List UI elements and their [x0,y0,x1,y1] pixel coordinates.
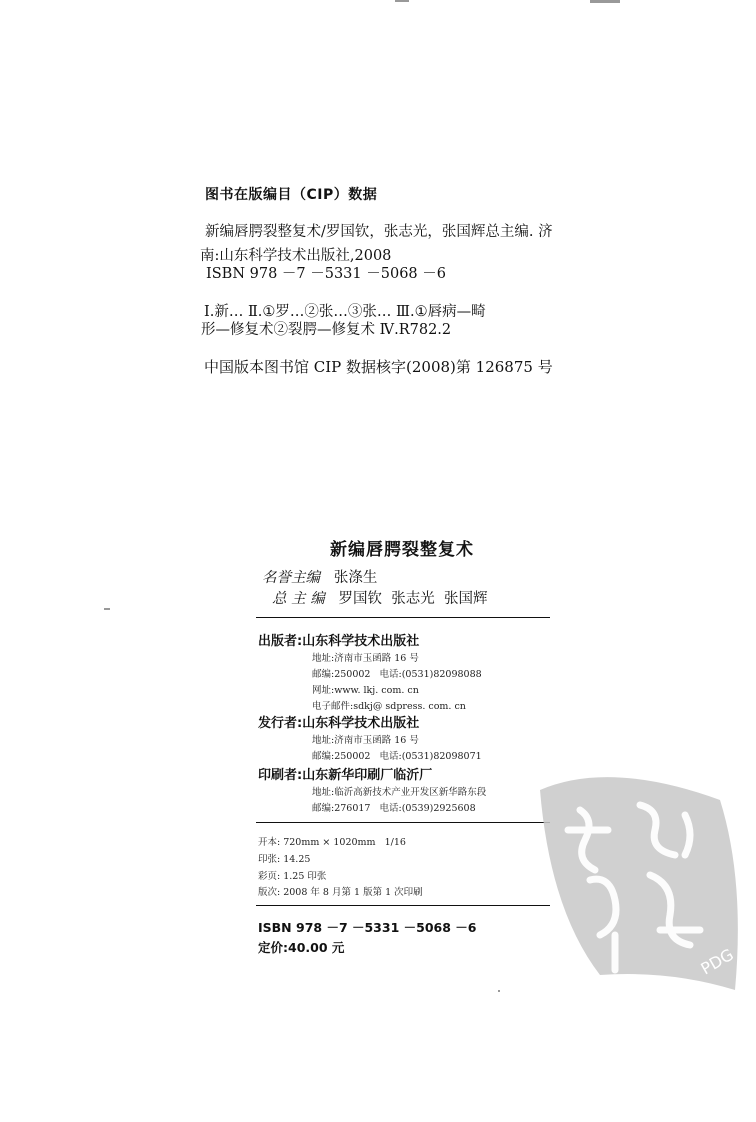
cip-entry-line-2: 南:山东科学技术出版社,2008 [200,248,392,264]
printer-label: 印刷者:山东新华印刷厂临沂厂 [258,768,433,783]
honorary-editor-label: 名誉主编 [262,570,320,586]
publisher-address: 地址:济南市玉函路 16 号 [312,653,419,664]
cip-heading: 图书在版编目（CIP）数据 [205,187,378,203]
scan-speck [590,0,620,3]
chief-editor-names: 罗国钦 张志光 张国辉 [338,591,488,607]
honorary-editor-name: 张涤生 [333,570,378,586]
book-title: 新编唇腭裂整复术 [330,540,474,560]
spec-plates: 彩页: 1.25 印张 [258,871,327,882]
divider-bottom [256,905,550,906]
printer-address: 地址:临沂高新技术产业开发区新华路东段 [312,787,487,798]
honorary-editor-row [262,566,377,587]
printer-postal-phone: 邮编:276017 电话:(0539)2925608 [312,803,476,814]
distributor-postal-phone: 邮编:250002 电话:(0531)82098071 [312,751,482,762]
scan-speck [395,0,409,2]
cip-classification-line-1: Ⅰ.新… Ⅱ.①罗…②张…③张… Ⅲ.①唇病—畸 [204,304,486,320]
library-seal-watermark [520,760,750,1000]
spec-format: 开本: 720mm × 1020mm 1/16 [258,837,406,848]
publisher-postal-phone: 邮编:250002 电话:(0531)82098088 [312,669,482,680]
footer-isbn: ISBN 978 －7 －5331 －5068 －6 [258,920,477,935]
spec-edition: 版次: 2008 年 8 月第 1 版第 1 次印刷 [258,887,423,898]
spec-sheets: 印张: 14.25 [258,854,311,865]
chief-editor-row [272,587,487,608]
divider-top [256,617,550,618]
seal-pdg-text: PDG [697,944,737,979]
footer-price: 定价:40.00 元 [258,940,345,955]
cip-record-number: 中国版本图书馆 CIP 数据核字(2008)第 126875 号 [204,358,553,376]
publisher-label: 出版者:山东科学技术出版社 [258,634,420,649]
cip-classification-line-2: 形—修复术②裂腭—修复术 Ⅳ.R782.2 [201,322,452,338]
cip-entry-line-1: 新编唇腭裂整复术/罗国钦，张志光，张国辉总主编. 济 [205,224,553,240]
publisher-website: 网址:www. lkj. com. cn [312,685,419,696]
publisher-email: 电子邮件:sdkj@ sdpress. com. cn [312,701,466,712]
distributor-label: 发行者:山东科学技术出版社 [258,716,420,731]
divider-middle [256,822,550,823]
scan-speck [498,990,500,992]
chief-editor-label: 总 主 编 [272,591,325,607]
scan-speck [104,608,110,610]
cip-isbn: ISBN 978 －7 －5331 －5068 －6 [206,266,446,282]
distributor-address: 地址:济南市玉函路 16 号 [312,735,419,746]
